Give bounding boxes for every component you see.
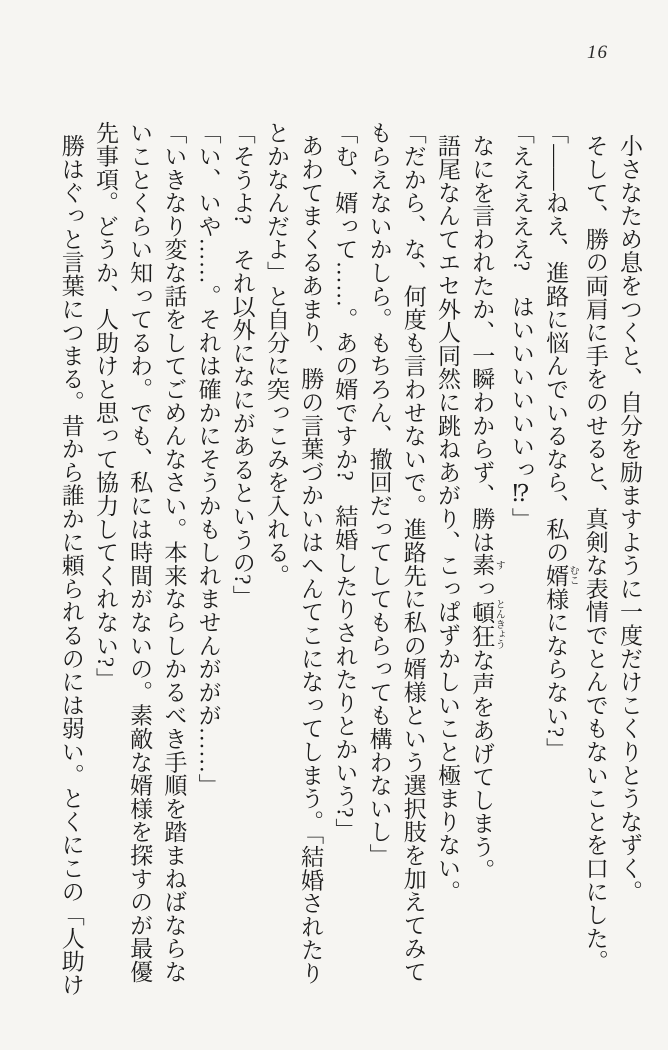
paragraph: 「い、いや……。それは確かにそうかもしれませんががが……」 xyxy=(195,121,221,797)
paragraph: 「む、婿って……。あの婿ですか? 結婚したりされたりとかいう?」 xyxy=(332,121,358,842)
paragraph: 「いきなり変な話をしてごめんなさい。本来ならしかるべき手順を踏まねばならないことくらい知ってるわ。でも、私には時間がないの。素敵な婿様を探すのが最優先事項。どうか、人助けと思って協力してくれない?」 xyxy=(92,121,187,984)
furigana-reading: むこ xyxy=(567,563,579,588)
paragraph: 「そうよ? それ以外になにがあるというの?」 xyxy=(229,121,255,609)
furigana-term: 頓狂 とんきょう xyxy=(469,599,505,650)
text-block xyxy=(40,121,646,1005)
paragraph: 「だから、な、何度も言わせないで。進路先に私の婿様という選択肢を加えてみてもらえないかしら。もちろん、撤回だってしてもらっても構わないし」 xyxy=(366,121,426,984)
paragraph: 小さなため息をつくと、自分を励ますように一度だけこくりとうなずく。 xyxy=(617,134,642,903)
paragraph: なにを言われたか、一瞬わからず、勝は素 すっ頓狂 とんきょうな声をあげてしまう。 xyxy=(469,134,505,882)
furigana-term: 素 す xyxy=(469,553,505,577)
paragraph: あわてまくるあまり、勝の言葉づかいはへんてこになってしまう。「結婚されたりとかなんだよ」と自分に突っこみを入れる。 xyxy=(263,121,324,985)
paragraph: 「えええええ? はいいいいいいっ⁉」 xyxy=(508,121,534,531)
page-number: 16 xyxy=(587,42,608,63)
paragraph: 「――ねえ、進路に悩んでいるなら、私の婿 むこ様にならない?」 xyxy=(543,121,579,761)
paragraph: 語尾なんてエセ外人同然に跳ねあがり、こっぱずかしいこと極まりない。 xyxy=(434,134,460,903)
furigana-reading: す xyxy=(493,553,505,577)
paragraph: そして、勝の両肩に手をのせると、真剣な表情でとんでもないことを口にした。 xyxy=(582,134,608,973)
furigana-reading: とんきょう xyxy=(493,599,505,650)
paragraph: 勝はぐっと言葉につまる。昔から誰かに頼られるのには弱い。とくにこの「人助け xyxy=(58,134,84,997)
furigana-term: 婿 むこ xyxy=(543,563,579,588)
